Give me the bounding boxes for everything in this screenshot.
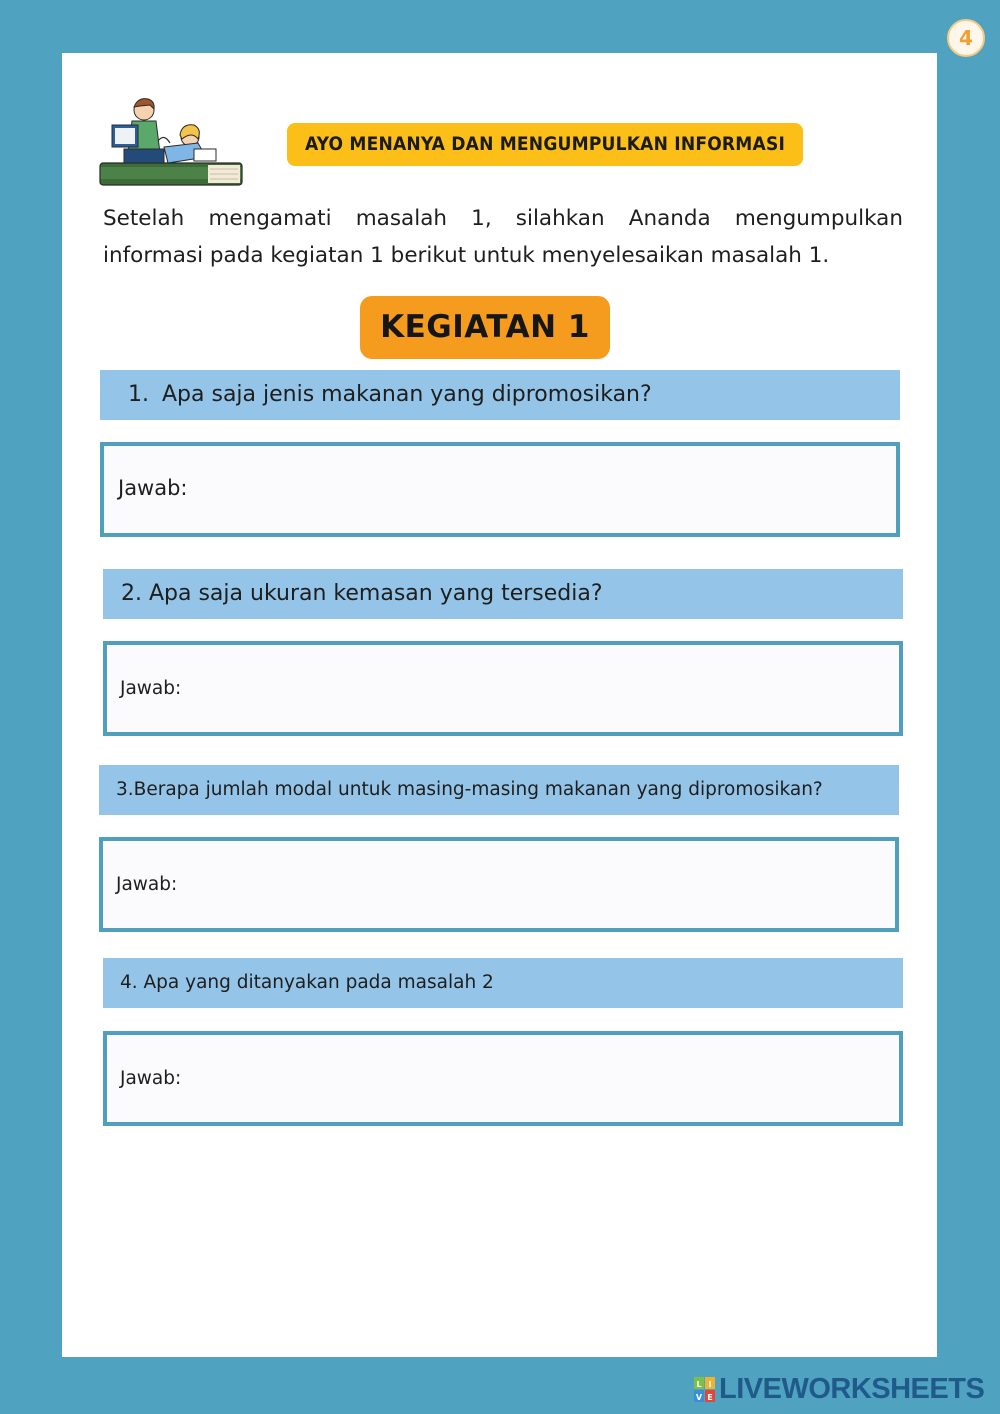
page-number-badge: [947, 19, 985, 57]
liveworksheets-brand[interactable]: LIVEWORKSHEETS: [719, 1373, 985, 1405]
kids-reading-illustration: [98, 97, 246, 192]
logo-letter-v: V: [695, 1393, 703, 1402]
page-number: 4: [959, 26, 973, 50]
question-1-number: 1.: [128, 382, 149, 407]
question-3-text: 3.Berapa jumlah modal untuk masing-masing makanan yang dipromosikan?: [116, 779, 823, 800]
answer-4-label: Jawab:: [120, 1068, 182, 1089]
logo-letter-l: L: [696, 1380, 702, 1389]
question-3-bar: [99, 765, 899, 815]
question-2-text: 2. Apa saja ukuran kemasan yang tersedia?: [121, 581, 603, 606]
activity-title: KEGIATAN 1: [360, 296, 610, 359]
liveworksheets-logo-icon: [694, 1377, 716, 1403]
answer-1-label: Jawab:: [118, 476, 188, 500]
intro-paragraph: Setelah mengamati masalah 1, silahkan Ananda mengumpulkan informasi pada kegiatan 1 berikut untuk menyelesaikan masalah 1.: [103, 206, 903, 268]
question-1-bar: [100, 370, 900, 420]
answer-3-box[interactable]: [99, 837, 899, 932]
question-2-bar: [103, 569, 903, 619]
question-4-text: 4. Apa yang ditanyakan pada masalah 2: [120, 972, 494, 993]
answer-2-box[interactable]: [103, 641, 903, 736]
question-4-bar: [103, 958, 903, 1008]
logo-letter-i: I: [708, 1380, 712, 1389]
question-1-text: Apa saja jenis makanan yang dipromosikan?: [162, 382, 652, 407]
answer-3-label: Jawab:: [116, 874, 178, 895]
answer-4-box[interactable]: [103, 1031, 903, 1126]
section-header-banner: AYO MENANYA DAN MENGUMPULKAN INFORMASI: [287, 123, 803, 166]
logo-letter-e: E: [707, 1393, 713, 1402]
answer-1-box[interactable]: [100, 442, 900, 537]
answer-2-label: Jawab:: [120, 678, 182, 699]
